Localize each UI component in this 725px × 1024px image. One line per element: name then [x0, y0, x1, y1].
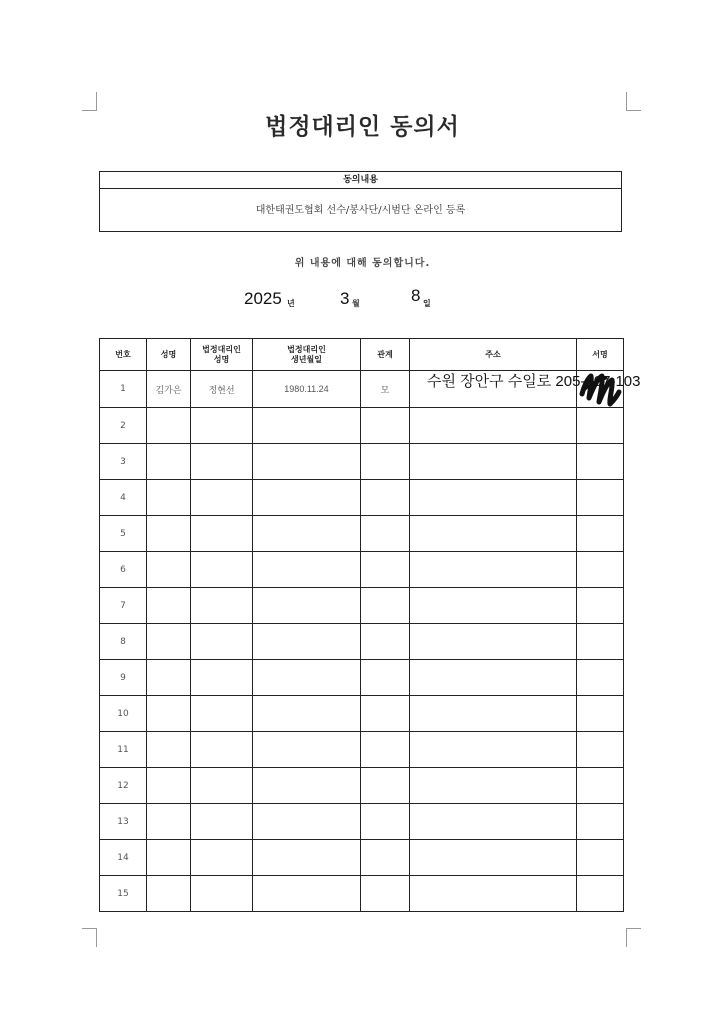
cell-name	[147, 480, 191, 516]
page-corner-mark-bottom-right	[626, 928, 641, 947]
cell-relation	[361, 408, 410, 444]
cell-guardian-name	[191, 444, 253, 480]
cell-relation	[361, 876, 410, 912]
table-row	[100, 588, 624, 624]
cell-guardian-birth	[253, 840, 361, 876]
cell-name	[147, 768, 191, 804]
cell-signature	[577, 588, 624, 624]
cell-name	[147, 804, 191, 840]
cell-address	[410, 624, 577, 660]
date-day: 8	[411, 286, 421, 305]
table-row	[100, 768, 624, 804]
agreement-statement: 위 내용에 대해 동의합니다.	[294, 258, 431, 269]
table-row	[100, 624, 624, 660]
address-text: 수원 장안구 수일로 205-107-103	[427, 373, 641, 390]
table-row	[100, 516, 624, 552]
cell-guardian-birth	[253, 588, 361, 624]
cell-address	[410, 588, 577, 624]
cell-address	[410, 840, 577, 876]
cell-relation	[361, 732, 410, 768]
cell-no: 11	[100, 732, 147, 768]
cell-no: 8	[100, 624, 147, 660]
consent-content-header: 동의내용	[100, 172, 621, 189]
cell-relation	[361, 516, 410, 552]
cell-address	[410, 408, 577, 444]
table-row	[100, 840, 624, 876]
date-month: 3	[340, 289, 350, 308]
cell-guardian-name	[191, 732, 253, 768]
cell-address	[410, 732, 577, 768]
cell-name	[147, 624, 191, 660]
cell-address	[410, 480, 577, 516]
header-signature: 서명	[577, 339, 624, 371]
cell-guardian-birth	[253, 552, 361, 588]
cell-address	[410, 660, 577, 696]
cell-address	[410, 552, 577, 588]
cell-signature	[577, 660, 624, 696]
cell-guardian-name	[191, 480, 253, 516]
cell-relation	[361, 840, 410, 876]
consent-content-text: 대한태권도협회 선수/봉사단/시범단 온라인 등록	[255, 205, 466, 216]
cell-signature	[577, 624, 624, 660]
page-corner-mark-bottom-left	[82, 928, 97, 947]
cell-relation	[361, 696, 410, 732]
table-row	[100, 732, 624, 768]
cell-no: 6	[100, 552, 147, 588]
cell-relation	[361, 444, 410, 480]
cell-no: 10	[100, 696, 147, 732]
table-row	[100, 408, 624, 444]
cell-guardian-birth	[253, 732, 361, 768]
table-row	[100, 444, 624, 480]
cell-guardian-birth	[253, 876, 361, 912]
cell-guardian-birth	[253, 768, 361, 804]
cell-signature	[577, 804, 624, 840]
header-no: 번호	[100, 339, 147, 371]
cell-name	[147, 588, 191, 624]
cell-name	[147, 516, 191, 552]
cell-relation	[361, 480, 410, 516]
cell-name	[147, 408, 191, 444]
cell-no: 4	[100, 480, 147, 516]
cell-signature	[577, 444, 624, 480]
cell-no: 3	[100, 444, 147, 480]
cell-guardian-name	[191, 876, 253, 912]
cell-name	[147, 552, 191, 588]
date-year: 2025	[244, 289, 282, 308]
cell-guardian-name	[191, 408, 253, 444]
cell-address	[410, 444, 577, 480]
cell-address	[410, 516, 577, 552]
cell-signature	[577, 696, 624, 732]
cell-guardian-name	[191, 696, 253, 732]
cell-guardian-birth	[253, 408, 361, 444]
cell-no: 9	[100, 660, 147, 696]
cell-guardian-name	[191, 552, 253, 588]
cell-address	[410, 768, 577, 804]
cell-signature	[577, 876, 624, 912]
cell-signature	[577, 516, 624, 552]
cell-guardian-birth	[253, 696, 361, 732]
date-year-unit: 년	[287, 299, 295, 308]
cell-signature	[577, 408, 624, 444]
table-row	[100, 371, 624, 408]
cell-relation	[361, 660, 410, 696]
cell-name	[147, 660, 191, 696]
cell-name	[147, 732, 191, 768]
cell-guardian-birth	[253, 480, 361, 516]
cell-guardian-birth	[253, 624, 361, 660]
cell-guardian-birth	[253, 660, 361, 696]
cell-name	[147, 696, 191, 732]
cell-no: 13	[100, 804, 147, 840]
date-day-unit: 일	[423, 299, 431, 308]
document-title: 법정대리인 동의서	[265, 114, 460, 140]
handwritten-signature	[576, 364, 622, 408]
cell-address	[410, 876, 577, 912]
cell-address	[410, 696, 577, 732]
cell-guardian-name	[191, 768, 253, 804]
table-row	[100, 696, 624, 732]
table-row	[100, 480, 624, 516]
date-line	[0, 286, 725, 314]
cell-address	[410, 804, 577, 840]
cell-guardian-name	[191, 660, 253, 696]
date-month-unit: 월	[352, 299, 360, 308]
cell-relation	[361, 768, 410, 804]
header-guardian-name: 법정대리인 성명	[191, 339, 253, 371]
cell-no: 12	[100, 768, 147, 804]
cell-no: 7	[100, 588, 147, 624]
consent-content-box	[99, 171, 622, 232]
cell-signature	[577, 732, 624, 768]
table-row	[100, 876, 624, 912]
cell-relation	[361, 624, 410, 660]
table-row	[100, 804, 624, 840]
cell-guardian-birth	[253, 804, 361, 840]
cell-no: 2	[100, 408, 147, 444]
cell-guardian-birth	[253, 516, 361, 552]
cell-no: 1	[100, 371, 147, 408]
table-row	[100, 552, 624, 588]
cell-guardian-name	[191, 840, 253, 876]
table-row	[100, 660, 624, 696]
cell-signature	[577, 768, 624, 804]
cell-name	[147, 876, 191, 912]
cell-no: 15	[100, 876, 147, 912]
cell-no: 5	[100, 516, 147, 552]
cell-signature	[577, 840, 624, 876]
cell-name: 김가은	[147, 371, 191, 408]
cell-relation	[361, 804, 410, 840]
cell-signature	[577, 480, 624, 516]
cell-guardian-birth	[253, 444, 361, 480]
header-name: 성명	[147, 339, 191, 371]
cell-name	[147, 444, 191, 480]
cell-signature	[577, 552, 624, 588]
cell-guardian-birth: 1980.11.24	[253, 371, 361, 408]
header-guardian-birth: 법정대리인 생년월일	[253, 339, 361, 371]
cell-name	[147, 840, 191, 876]
cell-guardian-name	[191, 588, 253, 624]
header-address: 주소	[410, 339, 577, 371]
table-header-row	[100, 339, 624, 371]
cell-no: 14	[100, 840, 147, 876]
cell-address	[410, 371, 641, 408]
cell-guardian-name	[191, 804, 253, 840]
cell-relation	[361, 552, 410, 588]
cell-guardian-name: 정현선	[191, 371, 253, 408]
header-relation: 관계	[361, 339, 410, 371]
cell-relation	[361, 588, 410, 624]
cell-guardian-name	[191, 624, 253, 660]
guardian-consent-table	[99, 338, 641, 912]
cell-guardian-name	[191, 516, 253, 552]
cell-relation: 모	[361, 371, 410, 408]
